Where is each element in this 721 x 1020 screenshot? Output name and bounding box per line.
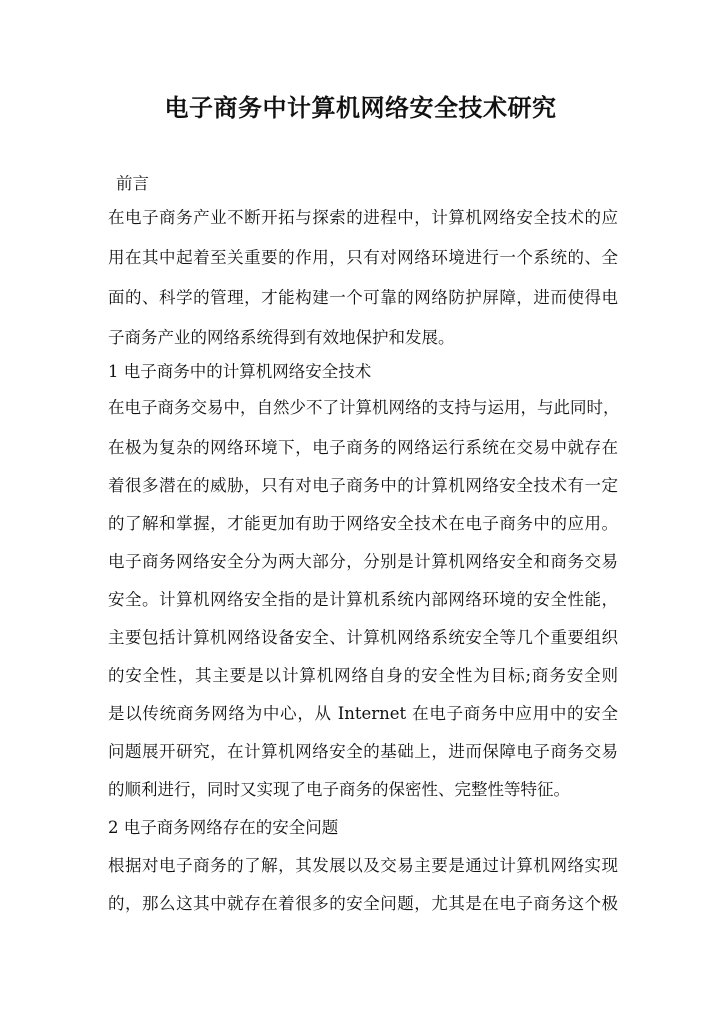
paragraph-line: 安全。计算机网络安全指的是计算机系统内部网络环境的安全性能，: [108, 590, 618, 609]
paragraph-line: 用在其中起着至关重要的作用，只有对网络环境进行一个系统的、全: [108, 248, 618, 267]
paragraph-line: 的顺利进行，同时又实现了电子商务的保密性、完整性等特征。: [108, 780, 570, 799]
paragraph-line: 问题展开研究，在计算机网络安全的基础上，进而保障电子商务交易: [108, 742, 618, 761]
paragraph-line: 电子商务网络安全分为两大部分，分别是计算机网络安全和商务交易: [108, 552, 618, 571]
paragraph-line: 的安全性，其主要是以计算机网络自身的安全性为目标;商务安全则: [108, 666, 618, 685]
paragraph-line: 在电子商务交易中，自然少不了计算机网络的支持与运用，与此同时，: [108, 398, 620, 417]
paragraph-line: 在极为复杂的网络环境下，电子商务的网络运行系统在交易中就存在: [108, 438, 618, 457]
paragraph-line: 在电子商务产业不断开拓与探索的进程中，计算机网络安全技术的应: [108, 208, 618, 227]
paragraph-line: 子商务产业的网络系统得到有效地保护和发展。: [108, 328, 455, 347]
paragraph-line: 是以传统商务网络为中心，从 Internet 在电子商务中应用中的安全: [108, 704, 618, 723]
paragraph-line: 面的、科学的管理，才能构建一个可靠的网络防护屏障，进而使得电: [108, 288, 618, 307]
section-heading: 1 电子商务中的计算机网络安全技术: [108, 362, 372, 381]
paragraph-line: 的，那么这其中就存在着很多的安全问题，尤其是在电子商务这个极: [108, 894, 618, 913]
paragraph-line: 根据对电子商务的了解，其发展以及交易主要是通过计算机网络实现: [108, 856, 618, 875]
paragraph-line: 主要包括计算机网络设备安全、计算机网络系统安全等几个重要组织: [108, 628, 618, 647]
document-title: 电子商务中计算机网络安全技术研究: [164, 93, 557, 122]
paragraph-line: 着很多潜在的威胁，只有对电子商务中的计算机网络安全技术有一定: [108, 476, 618, 495]
preface-heading: 前言: [116, 174, 149, 193]
section-heading: 2 电子商务网络存在的安全问题: [108, 818, 339, 837]
paragraph-line: 的了解和掌握，才能更加有助于网络安全技术在电子商务中的应用。: [108, 514, 618, 533]
